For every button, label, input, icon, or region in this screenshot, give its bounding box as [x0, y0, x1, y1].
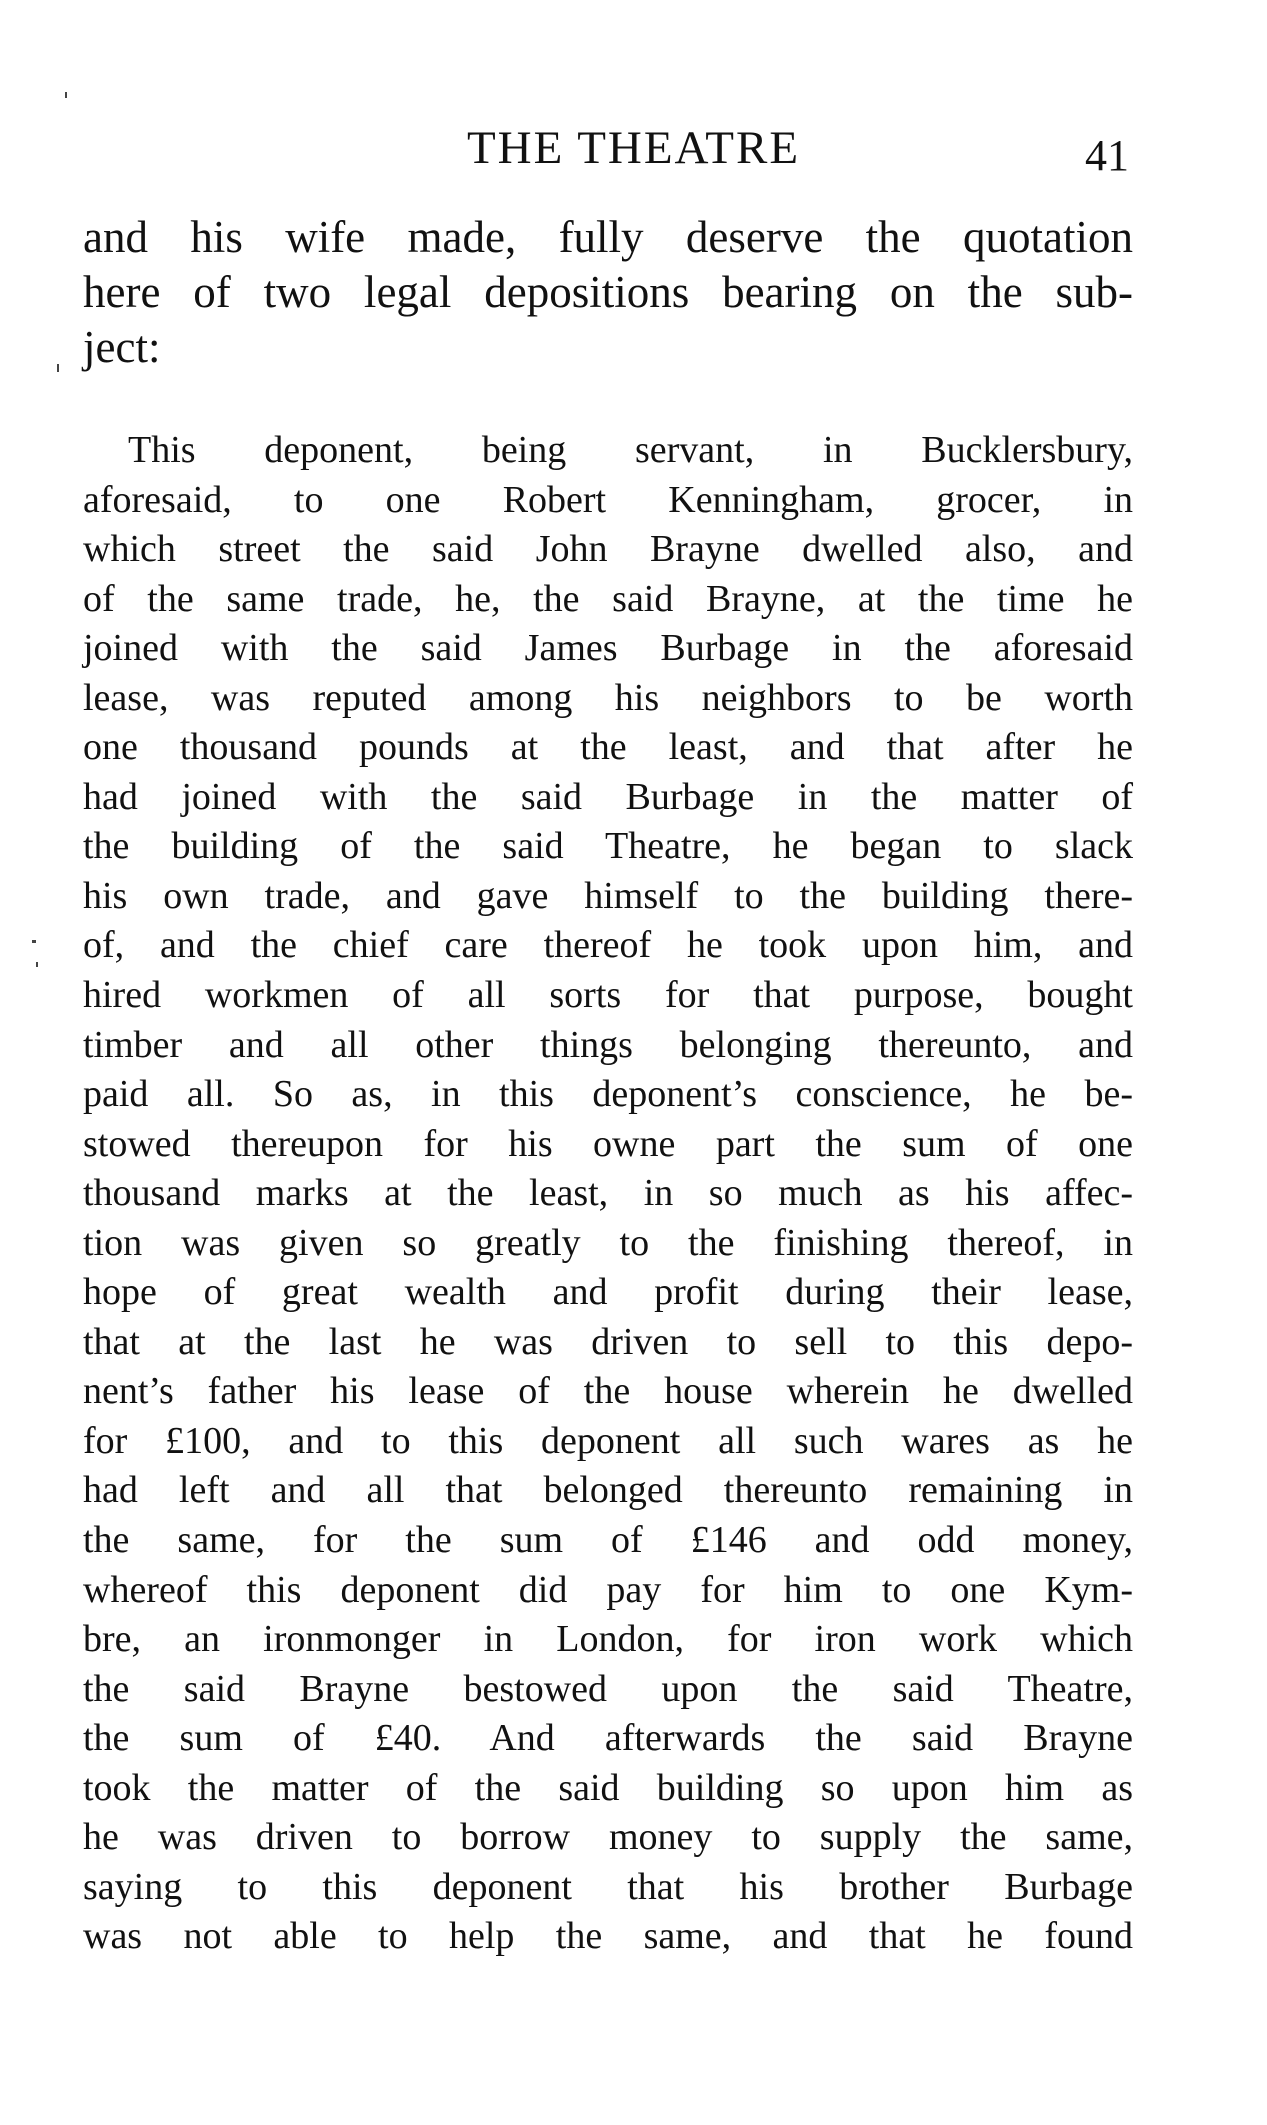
running-title: THE THEATRE	[466, 122, 801, 174]
quote-line: the building of the said Theatre, he began to slack	[83, 825, 1133, 868]
quote-line: timber and all other things belonging thereunto, and	[83, 1023, 1133, 1066]
scan-speck	[57, 364, 59, 372]
quote-line: had left and all that belonged thereunto remaining in	[83, 1469, 1133, 1512]
lead-line: ject:	[83, 322, 161, 372]
quote-line: the sum of £40. And afterwards the said Brayne	[83, 1717, 1133, 1760]
quote-line: thousand marks at the least, in so much as his affec-	[83, 1172, 1133, 1215]
quote-line: saying to this deponent that his brother Burbage	[83, 1865, 1133, 1908]
quote-line: joined with the said James Burbage in the aforesaid	[83, 627, 1133, 670]
quote-line: lease, was reputed among his neighbors to be worth	[83, 676, 1133, 719]
quote-line: was not able to help the same, and that he found	[83, 1915, 1133, 1958]
quote-line: the same, for the sum of £146 and odd money,	[83, 1519, 1133, 1562]
quote-line: of the same trade, he, the said Brayne, at the time he	[83, 577, 1133, 620]
scan-speck	[36, 962, 38, 967]
quote-line: which street the said John Brayne dwelled also, and	[83, 528, 1133, 571]
quote-line: paid all. So as, in this deponent’s conscience, he be-	[83, 1073, 1133, 1116]
quote-line: that at the last he was driven to sell to this depo-	[83, 1320, 1133, 1363]
quote-line: his own trade, and gave himself to the building there-	[83, 874, 1133, 917]
quote-line: took the matter of the said building so upon him as	[83, 1766, 1133, 1809]
quote-line: stowed thereupon for his owne part the sum of one	[83, 1122, 1133, 1165]
quote-line: of, and the chief care thereof he took upon him, and	[83, 924, 1133, 967]
page-number: 41	[1085, 131, 1129, 180]
quote-line: for £100, and to this deponent all such wares as he	[83, 1419, 1133, 1462]
scan-speck	[65, 92, 67, 98]
quote-line: nent’s father his lease of the house wherein he dwelled	[83, 1370, 1133, 1413]
quote-line: he was driven to borrow money to supply the same,	[83, 1816, 1133, 1859]
quote-line: aforesaid, to one Robert Kenningham, grocer, in	[83, 478, 1133, 521]
deposition-quote	[83, 426, 1133, 1962]
quote-line: one thousand pounds at the least, and that after he	[83, 726, 1133, 769]
quote-line: hired workmen of all sorts for that purpose, bought	[83, 974, 1133, 1017]
lead-paragraph	[83, 210, 1133, 375]
quote-line: This deponent, being servant, in Bucklersbury,	[128, 429, 1133, 471]
quote-line: had joined with the said Burbage in the matter of	[83, 775, 1133, 818]
scan-speck	[32, 940, 36, 943]
running-head	[0, 118, 1267, 178]
quote-line: hope of great wealth and profit during their lease,	[83, 1271, 1133, 1314]
quote-line: the said Brayne bestowed upon the said Theatre,	[83, 1667, 1133, 1710]
quote-line: whereof this deponent did pay for him to one Kym-	[83, 1568, 1133, 1611]
quote-line: tion was given so greatly to the finishing thereof, in	[83, 1221, 1133, 1264]
lead-line: and his wife made, fully deserve the quotation	[83, 212, 1133, 262]
quote-line: bre, an ironmonger in London, for iron work which	[83, 1618, 1133, 1661]
lead-line: here of two legal depositions bearing on the sub-	[83, 267, 1133, 317]
